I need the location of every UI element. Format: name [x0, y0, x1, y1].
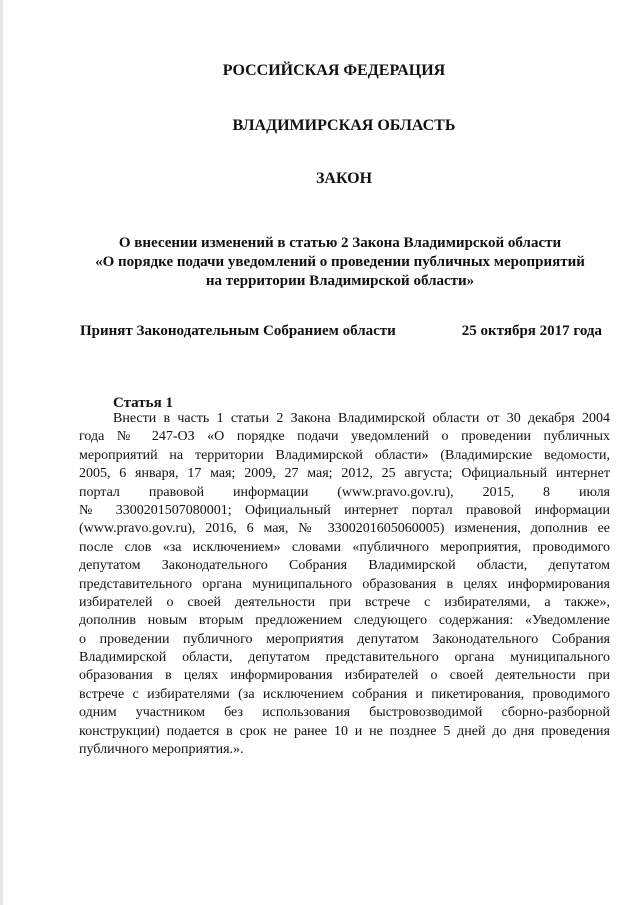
adoption-date: 25 октября 2017 года	[461, 323, 602, 339]
body-line: (www.pravo.gov.ru), 2016, 6 мая, № 3300201605060005) изменения, дополнив ее	[79, 521, 610, 537]
body-line: года № 247-ОЗ «О порядке подачи уведомлений о проведении публичных	[79, 429, 610, 445]
body-line: депутатом Законодательного Собрания Владимирской области, депутатом	[79, 558, 610, 574]
body-line: Внести в часть 1 статьи 2 Закона Владимирской области от 30 декабря 2004	[113, 411, 610, 426]
body-line: № 3300201507080001; Официальный интернет портал правовой информации	[79, 502, 610, 518]
law-subject	[60, 234, 620, 291]
body-line: одним участником без использования быстровозводимой сборно-разборной	[79, 705, 610, 721]
document-type: ЗАКОН	[315, 170, 373, 187]
article-title: Статья 1	[113, 395, 173, 411]
body-line: конструкции) подается в срок не ранее 10 и не позднее 5 дней до дня проведения	[79, 723, 610, 739]
subject-line: «О порядке подачи уведомлений о проведении публичных мероприятий	[95, 254, 585, 270]
body-line: 2005, 6 января, 17 мая; 2009, 27 мая; 2012, 25 августа; Официальный интернет	[79, 466, 610, 482]
subject-line: О внесении изменений в статью 2 Закона Владимирской области	[118, 235, 562, 251]
header-region: ВЛАДИМИРСКАЯ ОБЛАСТЬ	[232, 117, 456, 134]
body-line: мероприятий на территории Владимирской области» (Владимирские ведомости,	[79, 447, 610, 463]
body-line: о проведении публичного мероприятия депутатом Законодательного Собрания	[79, 631, 610, 647]
body-line: Владимирской области, депутатом представительного органа муниципального	[79, 650, 610, 666]
body-line: дополнив новым вторым предложением следующего содержания: «Уведомление	[79, 613, 610, 629]
adopted-by: Принят Законодательным Собранием области	[80, 323, 396, 339]
page-edge	[0, 0, 3, 905]
body-line: встрече с избирателями (за исключением собрания и пикетирования, проводимого	[79, 686, 610, 702]
body-line: образования в целях информирования избирателей о своей деятельности при	[79, 668, 610, 684]
adoption-line	[80, 323, 602, 340]
subject-line: на территории Владимирской области»	[205, 273, 475, 289]
body-line: после слов «за исключением» словами «публичного мероприятия, проводимого	[79, 539, 610, 555]
header-country: РОССИЙСКАЯ ФЕДЕРАЦИЯ	[222, 62, 446, 79]
body-line: портал правовой информации (www.pravo.gov.ru), 2015, 8 июля	[79, 484, 610, 500]
body-line: представительного органа муниципального образования в целях информирования	[79, 576, 610, 592]
article-body	[79, 410, 610, 759]
body-line: избирателей о своей деятельности при встрече с избирателями, а также»,	[79, 594, 610, 610]
body-line: публичного мероприятия.».	[79, 742, 244, 758]
